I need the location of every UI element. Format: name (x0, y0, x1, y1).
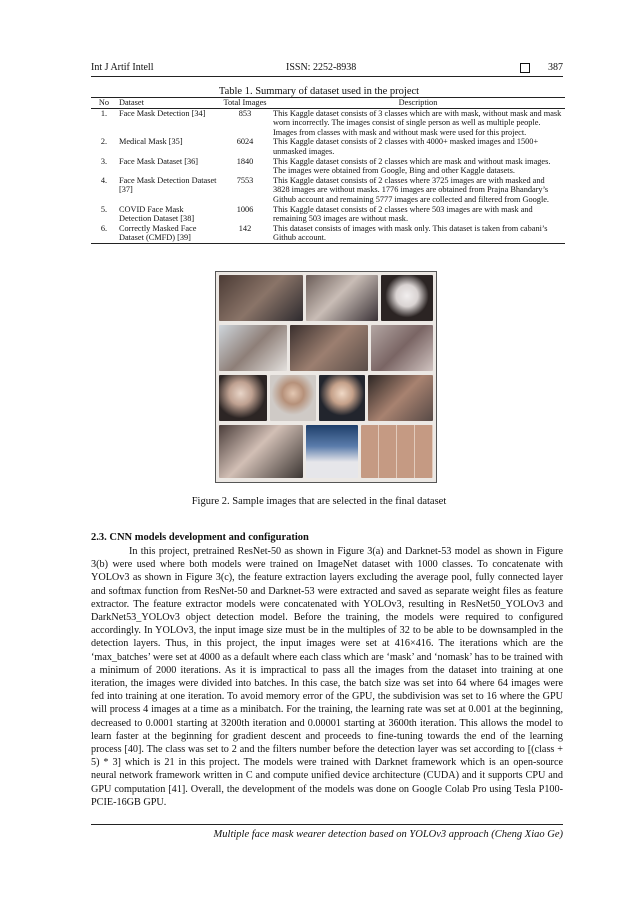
cell-no: 1. (100, 108, 108, 118)
table-row (91, 137, 565, 156)
cell-description: This Kaggle dataset consists of 2 classes where 503 images are with mask and remaining 503 images are without mask. (273, 204, 533, 224)
photo-portrait-1 (219, 375, 267, 421)
cell-total: 142 (219, 224, 271, 244)
photo-women-group (219, 425, 303, 478)
photo-group-masks (219, 275, 303, 321)
body-paragraph: In this project, pretrained ResNet-50 as shown in Figure 3(a) and Darknet-53 model as shown in Figure 3(b) were used where both models were trained on ImageNet dataset with 1000 classes. To concatenate with YOLOv3 as shown in Figure 3(c), the feature extraction layers excluding the average pool, fully connected layer and softmax function from ResNet-50 and Darknet-53 were extracted and saved as separate weight files as feature extractor. The feature extractor models were concatenated with YOLOv3, resulting in ResNet50_YOLOv3 and DarkNet53_YOLOv3 object detection model. Before the training, the models were required to configured accordingly. In YOLOv3, the input image size must be in the multiples of 32 to be able to be downsampled in the detection layers. Thus, in this project, the input images were set at 416×416. The iterations which are the ‘max_batches’ were set at 4000 as a default where each class which are ‘mask’ and ‘nomask’ has to be trained with a minimum of 2000 iterations. As it is impractical to pass all the images from the dataset into training at one iteration, the images were divided into batches. In this case, the batch size was set into 64 where 64 images were fed into training at one iteration. To avoid memory error of the GPU, the subdivision was set to 16 where the GPU will process 4 images at a time as a minibatch. For the training, the learning rate was set at 0.001 at the beginning, decreased to 0.0001 starting at 3200th iteration and 0.00001 starting at 3600th iteration. This allows the model to learn faster at the beginning for gradient descent and proceeds to fine-tuning towards the end of the learning process [40]. The class was set to 2 and the filters number before the detection layer was set according to [(class + 5) * 3] which is 21 in this project. The models were trained with Darknet framework which is an open-source neural network framework written in C and compute unified device architecture (CUDA) and it supports CPU and GPU computation [41]. Overall, the development of the models was done on Google Colab Pro using Tesla P100-PCIE-16GB GPU. (91, 546, 563, 808)
col-no: No (91, 98, 117, 109)
photo-portrait-2 (270, 375, 316, 421)
photo-woman-mask (381, 275, 433, 321)
cell-no: 4. (100, 175, 108, 185)
footer-rule (91, 824, 563, 825)
cell-dataset: COVID Face Mask Detection Dataset [38] (119, 204, 195, 224)
running-footer: Multiple face mask wearer detection based on YOLOv3 approach (Cheng Xiao Ge) (213, 829, 563, 840)
page-number-group (520, 62, 563, 73)
dataset-table (91, 97, 565, 244)
cell-dataset: Correctly Masked Face Dataset (CMFD) [39] (117, 224, 219, 244)
cell-total: 1840 (236, 156, 254, 166)
cell-description: This Kaggle dataset consists of 3 classes which are with mask, without mask and mask worn incorrectly. The images consist of single person as well as multiple people. Images from classes with mask and without mask were used for this project. (273, 108, 562, 137)
checkbox-square-icon (520, 63, 530, 73)
col-description: Description (271, 98, 565, 109)
page-number: 387 (548, 62, 563, 73)
cell-no: 6. (91, 224, 117, 244)
cell-dataset: Face Mask Dataset [36] (119, 156, 199, 166)
photo-faces-grid (361, 425, 433, 478)
cell-description: This Kaggle dataset consists of 2 classes where 3725 images are with masked and 3828 images are without masks. 1776 images are obtained from Prajna Bhandary’s Github account and remaining 5777 images are collected and filtered from Google. (273, 175, 550, 204)
cell-dataset: Medical Mask [35] (119, 137, 183, 147)
table-row (91, 205, 565, 224)
table-row (91, 108, 565, 137)
cell-no: 5. (100, 204, 108, 214)
section-heading: 2.3. CNN models development and configuration (91, 532, 309, 543)
photo-man-suit (306, 425, 358, 478)
figure-caption: Figure 2. Sample images that are selected in the final dataset (191, 496, 447, 507)
cell-total: 1006 (236, 204, 254, 214)
cell-total: 6024 (236, 137, 254, 147)
journal-name: Int J Artif Intell (91, 62, 154, 73)
cell-total: 853 (238, 108, 252, 118)
cell-dataset: Face Mask Detection [34] (119, 108, 206, 118)
cell-description: This dataset consists of images with mask only. This dataset is taken from cabani’s Github account. (271, 224, 565, 244)
sample-images-collage (215, 271, 437, 483)
cell-dataset: Face Mask Detection Dataset [37] (119, 175, 217, 195)
photo-family (219, 325, 287, 371)
cell-no: 3. (100, 156, 108, 166)
header-rule (91, 76, 563, 77)
photo-street-masks (371, 325, 433, 371)
cell-no: 2. (100, 137, 108, 147)
photo-portrait-4 (368, 375, 433, 421)
col-dataset: Dataset (117, 98, 219, 109)
running-header (91, 62, 563, 76)
col-total: Total Images (219, 98, 271, 109)
cell-description: This Kaggle dataset consists of 2 classes which are mask and without mask images. The images were obtained from Google, Bing and other Kaggle datasets. (273, 156, 551, 176)
table-caption: Table 1. Summary of dataset used in the project (218, 86, 420, 97)
photo-group-masks-2 (306, 275, 378, 321)
table-row (91, 224, 565, 244)
photo-crowd-masks (290, 325, 368, 371)
table-row (91, 176, 565, 205)
photo-portrait-3 (319, 375, 365, 421)
issn: ISSN: 2252-8938 (286, 62, 357, 73)
table-row (91, 157, 565, 176)
cell-total: 7553 (236, 175, 254, 185)
cell-description: This Kaggle dataset consists of 2 classes with 4000+ masked images and 1500+ unmasked images. (273, 137, 539, 156)
